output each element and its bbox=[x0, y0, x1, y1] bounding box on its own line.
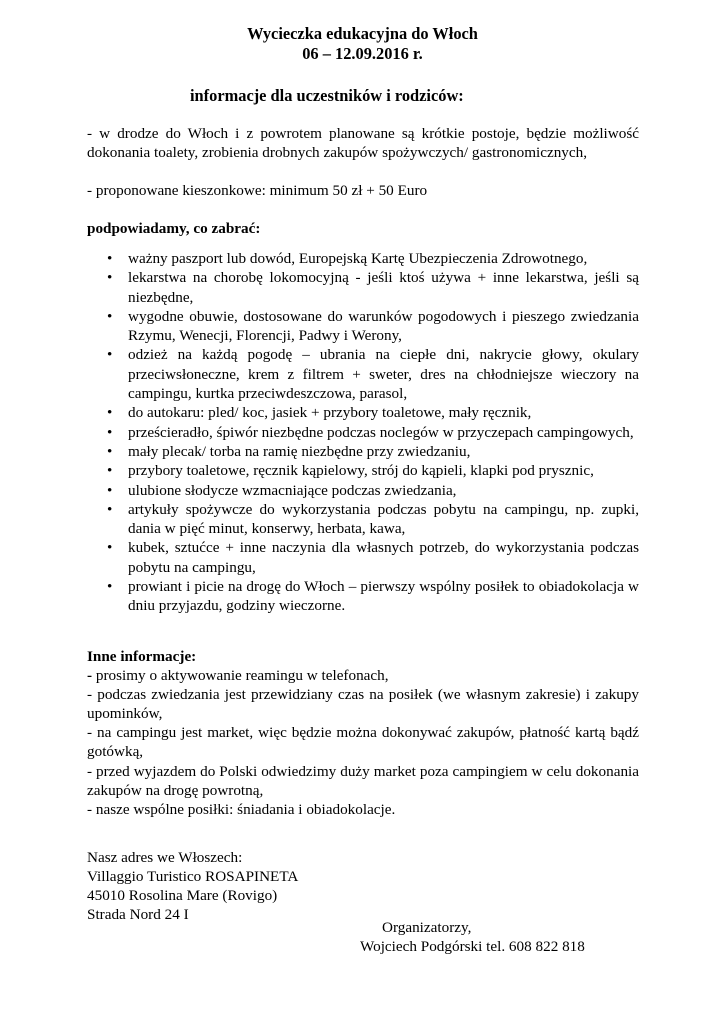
list-item bbox=[87, 442, 639, 461]
other-info-line: - podczas zwiedzania jest przewidziany czas na posiłek (we własnym zakresie) i zakupy upominków, bbox=[87, 686, 639, 723]
document-title bbox=[0, 24, 725, 64]
list-item-text: odzież na każdą pogodę – ubrania na ciepłe dni, nakrycie głowy, okulary przeciwsłoneczne, krem z filtrem + sweter, dres na chłodniejsze wieczory na campingu, kurtka przeciwdeszczowa, parasol, bbox=[128, 346, 639, 403]
list-item bbox=[87, 345, 639, 403]
other-info-line: - na campingu jest market, więc będzie można dokonywać zakupów, płatność kartą bądź gotówką, bbox=[87, 724, 639, 761]
signature-block bbox=[0, 918, 725, 956]
list-item-text: do autokaru: pled/ koc, jasiek + przybory toaletowe, mały ręcznik, bbox=[128, 404, 532, 422]
list-item-text: wygodne obuwie, dostosowane do warunków pogodowych i pieszego zwiedzania Rzymu, Wenecji, Florencji, Padwy i Werony, bbox=[128, 307, 639, 345]
bullet-icon: • bbox=[107, 462, 113, 480]
list-item-text: przybory toaletowe, ręcznik kąpielowy, strój do kąpieli, klapki pod prysznic, bbox=[128, 462, 594, 480]
bullet-icon: • bbox=[107, 578, 113, 596]
list-item bbox=[87, 268, 639, 307]
address-line: Villaggio Turistico ROSAPINETA bbox=[87, 868, 299, 885]
list-item bbox=[87, 249, 639, 268]
intro-stops: - w drodze do Włoch i z powrotem planowane są krótkie postoje, będzie możliwość dokonania toalety, zrobienia drobnych zakupów spożywczych/ gastronomicznych, bbox=[87, 125, 639, 161]
list-item bbox=[87, 481, 639, 500]
list-item-text: lekarstwa na chorobę lokomocyjną - jeśli ktoś używa + inne lekarstwa, jeśli są niezbędne, bbox=[128, 269, 639, 306]
document-subtitle: informacje dla uczestników i rodziców: bbox=[190, 86, 464, 105]
bullet-icon: • bbox=[107, 250, 113, 267]
bullet-icon: • bbox=[107, 539, 113, 557]
roaming-dash: - bbox=[87, 667, 93, 685]
other-info-section bbox=[87, 647, 639, 819]
bullet-icon: • bbox=[107, 404, 113, 422]
bullet-icon: • bbox=[107, 423, 113, 441]
packing-list bbox=[87, 249, 639, 616]
list-item bbox=[87, 307, 639, 346]
signature-name-phone: Wojciech Podgórski tel. 608 822 818 bbox=[360, 938, 585, 955]
list-item-text: ulubione słodycze wzmacniające podczas zwiedzania, bbox=[128, 481, 457, 499]
other-info-line: - nasze wspólne posiłki: śniadania i obiadokolacje. bbox=[87, 800, 396, 818]
packing-heading: podpowiadamy, co zabrać: bbox=[87, 220, 261, 237]
address-heading: Nasz adres we Włoszech: bbox=[87, 849, 243, 866]
address-line: Strada Nord 24 I bbox=[87, 906, 189, 923]
address-line: 45010 Rosolina Mare (Rovigo) bbox=[87, 887, 278, 904]
other-info-line: - przed wyjazdem do Polski odwiedzimy duży market poza campingiem w celu dokonania zakupów na drogę powrotną, bbox=[87, 762, 639, 799]
bullet-icon: • bbox=[107, 481, 113, 499]
list-item bbox=[87, 500, 639, 539]
title-line-2: 06 – 12.09.2016 r. bbox=[302, 44, 423, 63]
list-item bbox=[87, 577, 639, 616]
list-item-text: ważny paszport lub dowód, Europejską Kartę Ubezpieczenia Zdrowotnego, bbox=[128, 250, 588, 267]
list-item-text: prześcieradło, śpiwór niezbędne podczas noclegów w przyczepach campingowych, bbox=[128, 423, 634, 441]
list-item bbox=[87, 538, 639, 577]
list-item-text: artykuły spożywcze do wykorzystania podczas pobytu na campingu, np. zupki, dania w pięć minut, konserwy, herbata, kawa, bbox=[128, 500, 639, 538]
signature-organizers: Organizatorzy, bbox=[382, 919, 472, 936]
title-line-1: Wycieczka edukacyjna do Włoch bbox=[247, 24, 478, 43]
intro-pocket-money: - proponowane kieszonkowe: minimum 50 zł + 50 Euro bbox=[87, 182, 428, 199]
bullet-icon: • bbox=[107, 346, 113, 364]
list-item-text: mały plecak/ torba na ramię niezbędne przy zwiedzaniu, bbox=[128, 442, 471, 460]
bullet-icon: • bbox=[107, 269, 113, 287]
list-item bbox=[87, 461, 639, 480]
address-block bbox=[87, 848, 298, 924]
other-info-heading: Inne informacje: bbox=[87, 648, 197, 665]
list-item-text: kubek, sztućce + inne naczynia dla własnych potrzeb, do wykorzystania podczas pobytu na campingu, bbox=[128, 539, 639, 576]
bullet-icon: • bbox=[107, 307, 113, 325]
list-item bbox=[87, 403, 639, 422]
other-info-roaming bbox=[87, 666, 639, 685]
roaming-text: prosimy o aktywowanie reamingu w telefonach, bbox=[92, 667, 389, 685]
bullet-icon: • bbox=[107, 442, 113, 460]
bullet-icon: • bbox=[107, 500, 113, 518]
list-item-text: prowiant i picie na drogę do Włoch – pierwszy wspólny posiłek to obiadokolacja w dniu przyjazdu, godziny wieczorne. bbox=[128, 578, 639, 615]
list-item bbox=[87, 423, 639, 442]
